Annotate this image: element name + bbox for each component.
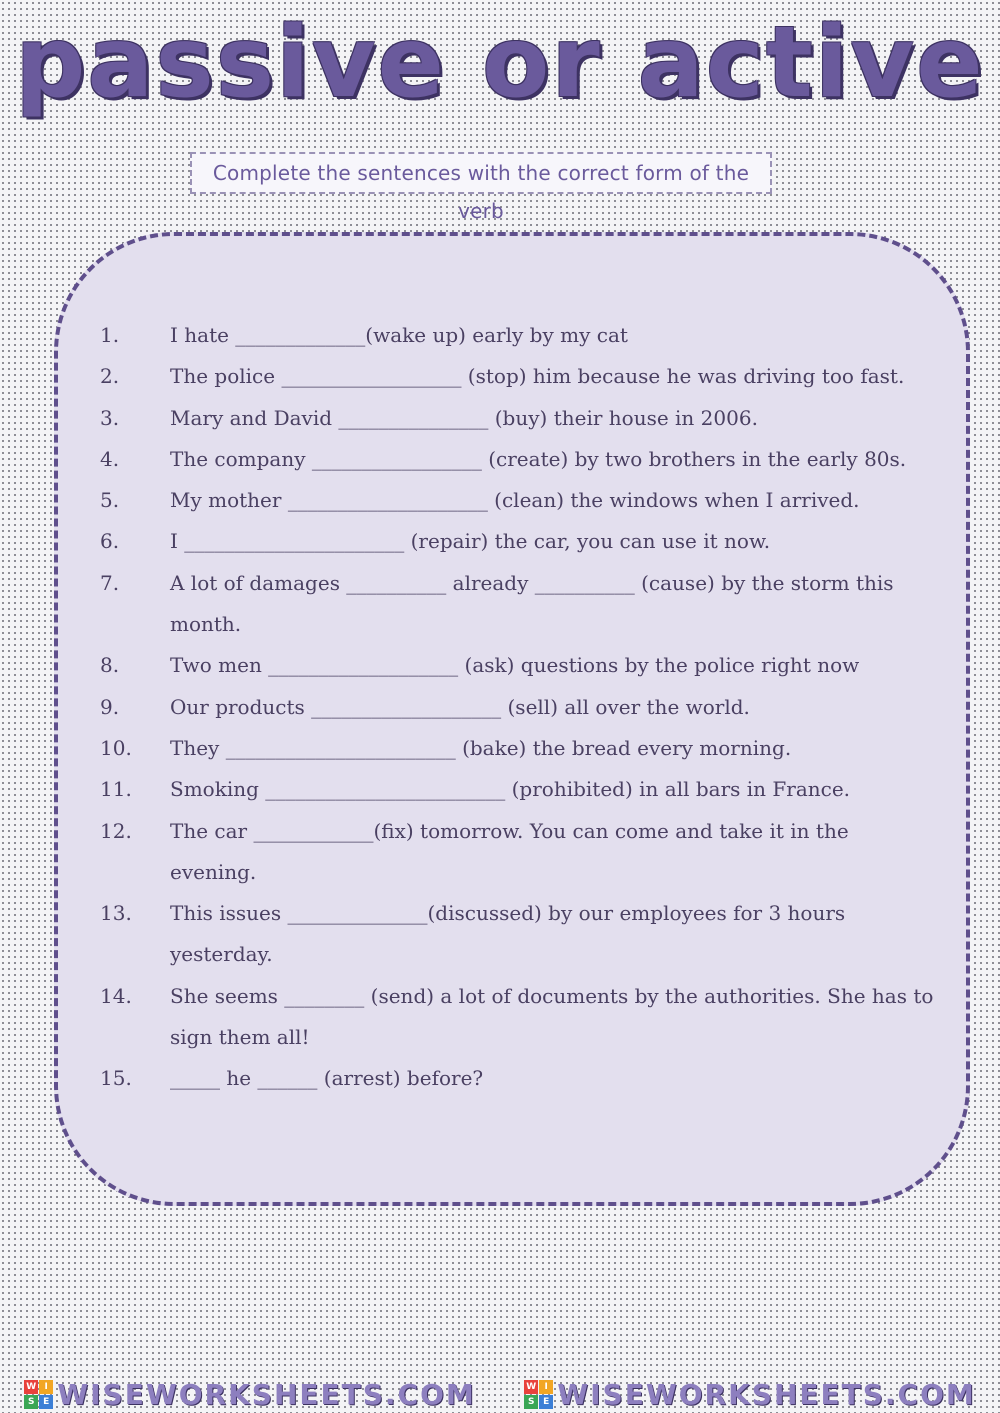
exercise-item — [100, 480, 940, 521]
logo-tile: S — [524, 1395, 538, 1409]
exercise-item — [100, 976, 940, 1059]
brand-name: WISEWORKSHEETS.COM — [57, 1378, 476, 1411]
logo-tile: E — [539, 1395, 553, 1409]
brand-logo-icon — [524, 1380, 553, 1409]
exercise-item — [100, 563, 940, 646]
brand-name: WISEWORKSHEETS.COM — [557, 1378, 976, 1411]
footer-brand — [524, 1378, 976, 1411]
brand-logo-icon — [24, 1380, 53, 1409]
exercise-number: 2. — [100, 364, 120, 389]
exercise-sentence: They _______________________ (bake) the bread every morning. — [170, 735, 792, 760]
exercise-number: 15. — [100, 1066, 132, 1091]
exercise-item — [100, 811, 940, 894]
exercise-sentence: A lot of damages __________ already __________ (cause) by the storm this month. — [170, 570, 894, 637]
exercise-sentence: The police __________________ (stop) him because he was driving too fast. — [170, 364, 905, 389]
exercise-item — [100, 356, 940, 397]
exercise-item — [100, 893, 940, 976]
exercise-number: 12. — [100, 818, 132, 843]
exercise-number: 11. — [100, 777, 132, 802]
footer-brand — [24, 1378, 476, 1411]
exercise-sentence: I ______________________ (repair) the car, you can use it now. — [170, 529, 771, 554]
exercise-sentence: _____ he ______ (arrest) before? — [170, 1066, 484, 1091]
exercise-item — [100, 1058, 940, 1099]
exercise-list — [100, 315, 940, 1100]
exercise-number: 14. — [100, 983, 132, 1008]
logo-tile: S — [24, 1395, 38, 1409]
exercise-sentence: Our products ___________________ (sell) all over the world. — [170, 694, 750, 719]
exercise-number: 8. — [100, 653, 120, 678]
exercise-number: 1. — [100, 323, 120, 347]
exercise-item — [100, 398, 940, 439]
exercise-sentence: Two men ___________________ (ask) questions by the police right now — [170, 653, 860, 678]
title-word-passive: passive — [15, 6, 447, 120]
exercise-number: 5. — [100, 488, 120, 513]
exercise-item — [100, 728, 940, 769]
exercise-sentence: The car ____________(fix) tomorrow. You can come and take it in the evening. — [170, 818, 849, 884]
title-word-active: active — [637, 6, 985, 120]
title-word-or: or — [482, 6, 602, 120]
exercise-item — [100, 769, 940, 810]
exercise-sentence: This issues ______________(discussed) by our employees for 3 hours yesterday. — [170, 901, 846, 967]
exercise-number: 7. — [100, 570, 120, 595]
exercise-number: 6. — [100, 529, 120, 554]
exercise-item — [100, 521, 940, 562]
exercise-item — [100, 315, 940, 356]
logo-tile: I — [39, 1380, 53, 1394]
exercise-number: 10. — [100, 735, 132, 760]
exercise-sentence: Smoking ________________________ (prohibited) in all bars in France. — [170, 777, 851, 802]
worksheet-title — [0, 8, 1000, 118]
exercise-number: 4. — [100, 446, 120, 471]
exercise-number: 9. — [100, 694, 120, 719]
logo-tile: I — [539, 1380, 553, 1394]
exercise-sentence: The company _________________ (create) by two brothers in the early 80s. — [170, 446, 907, 471]
exercise-sentence: I hate _____________(wake up) early by my cat — [170, 323, 628, 347]
exercise-sentence: Mary and David _______________ (buy) their house in 2006. — [170, 405, 758, 430]
exercise-sentence: My mother ____________________ (clean) the windows when I arrived. — [170, 488, 860, 513]
logo-tile: E — [39, 1395, 53, 1409]
exercise-number: 13. — [100, 901, 132, 926]
exercise-number: 3. — [100, 405, 120, 430]
logo-tile: W — [524, 1380, 538, 1394]
logo-tile: W — [24, 1380, 38, 1394]
instruction-box: Complete the sentences with the correct form of the verb — [190, 152, 772, 194]
exercise-item — [100, 439, 940, 480]
exercise-item — [100, 645, 940, 686]
exercise-item — [100, 687, 940, 728]
exercise-sentence: She seems ________ (send) a lot of documents by the authorities. She has to sign them all! — [170, 983, 934, 1050]
footer-watermark — [0, 1376, 1000, 1413]
